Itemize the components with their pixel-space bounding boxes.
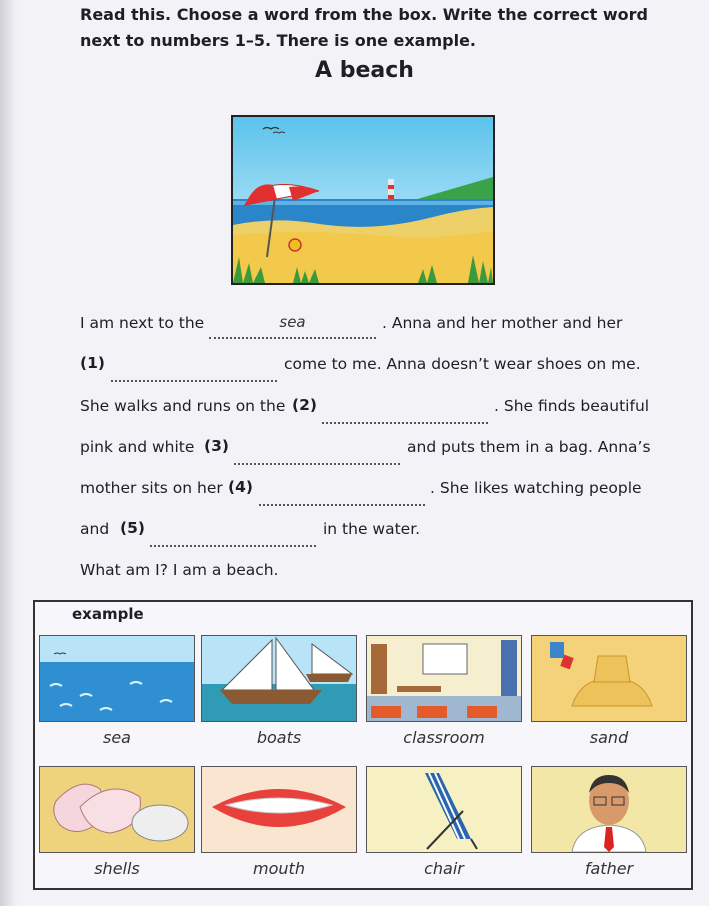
answer-blank-4[interactable] bbox=[259, 484, 425, 506]
passage-line-6-end: in the water. bbox=[323, 520, 421, 538]
page-title: A beach bbox=[315, 58, 414, 83]
sand-picture bbox=[531, 635, 687, 722]
word-sea: sea bbox=[103, 728, 131, 747]
answer-blank-3[interactable] bbox=[234, 443, 400, 465]
question-2-number: (2) bbox=[292, 396, 317, 414]
word-father: father bbox=[584, 859, 634, 878]
question-5-number: (5) bbox=[120, 519, 145, 537]
word-boats: boats bbox=[256, 728, 302, 747]
beach-scene-illustration bbox=[231, 115, 495, 285]
example-answer: sea bbox=[279, 313, 306, 331]
passage-line-4-end: and puts them in a bag. Anna’s bbox=[407, 438, 651, 456]
word-mouth: mouth bbox=[253, 859, 305, 878]
question-4-number: (4) bbox=[228, 478, 253, 496]
passage-line-7: What am I? I am a beach. bbox=[80, 561, 279, 579]
word-sand: sand bbox=[589, 728, 629, 747]
example-label: example bbox=[72, 605, 144, 623]
passage-line-3-end: . She finds beautiful bbox=[494, 397, 650, 415]
chair-picture bbox=[366, 766, 522, 853]
father-picture bbox=[531, 766, 687, 853]
mouth-picture bbox=[201, 766, 357, 853]
boats-picture bbox=[201, 635, 357, 722]
word-shells: shells bbox=[94, 859, 140, 878]
answer-blank-5[interactable] bbox=[150, 525, 316, 547]
question-1-number: (1) bbox=[80, 354, 105, 372]
classroom-picture bbox=[366, 635, 522, 722]
passage-line-6-start: and bbox=[80, 520, 110, 538]
answer-blank-1[interactable] bbox=[111, 360, 277, 382]
passage-line-1-start: I am next to the bbox=[80, 314, 205, 332]
passage-line-2-end: come to me. Anna doesn’t wear shoes on me. bbox=[284, 355, 641, 373]
answer-blank-2[interactable] bbox=[322, 402, 488, 424]
instructions: Read this. Choose a word from the box. Write the correct word next to numbers 1–5. There is one example. bbox=[80, 5, 648, 50]
passage-line-4-start: pink and white bbox=[80, 438, 195, 456]
shells-picture bbox=[39, 766, 195, 853]
passage-line-5-start: mother sits on her bbox=[80, 479, 223, 497]
word-chair: chair bbox=[424, 859, 464, 878]
word-classroom: classroom bbox=[403, 728, 485, 747]
sea-picture bbox=[39, 635, 195, 722]
passage-line-5-end: . She likes watching people bbox=[430, 479, 642, 497]
page-binding-shadow bbox=[0, 0, 18, 906]
passage-line-1-end: . Anna and her mother and her bbox=[382, 314, 623, 332]
passage-line-3-start: She walks and runs on the bbox=[80, 397, 286, 415]
question-3-number: (3) bbox=[204, 437, 229, 455]
